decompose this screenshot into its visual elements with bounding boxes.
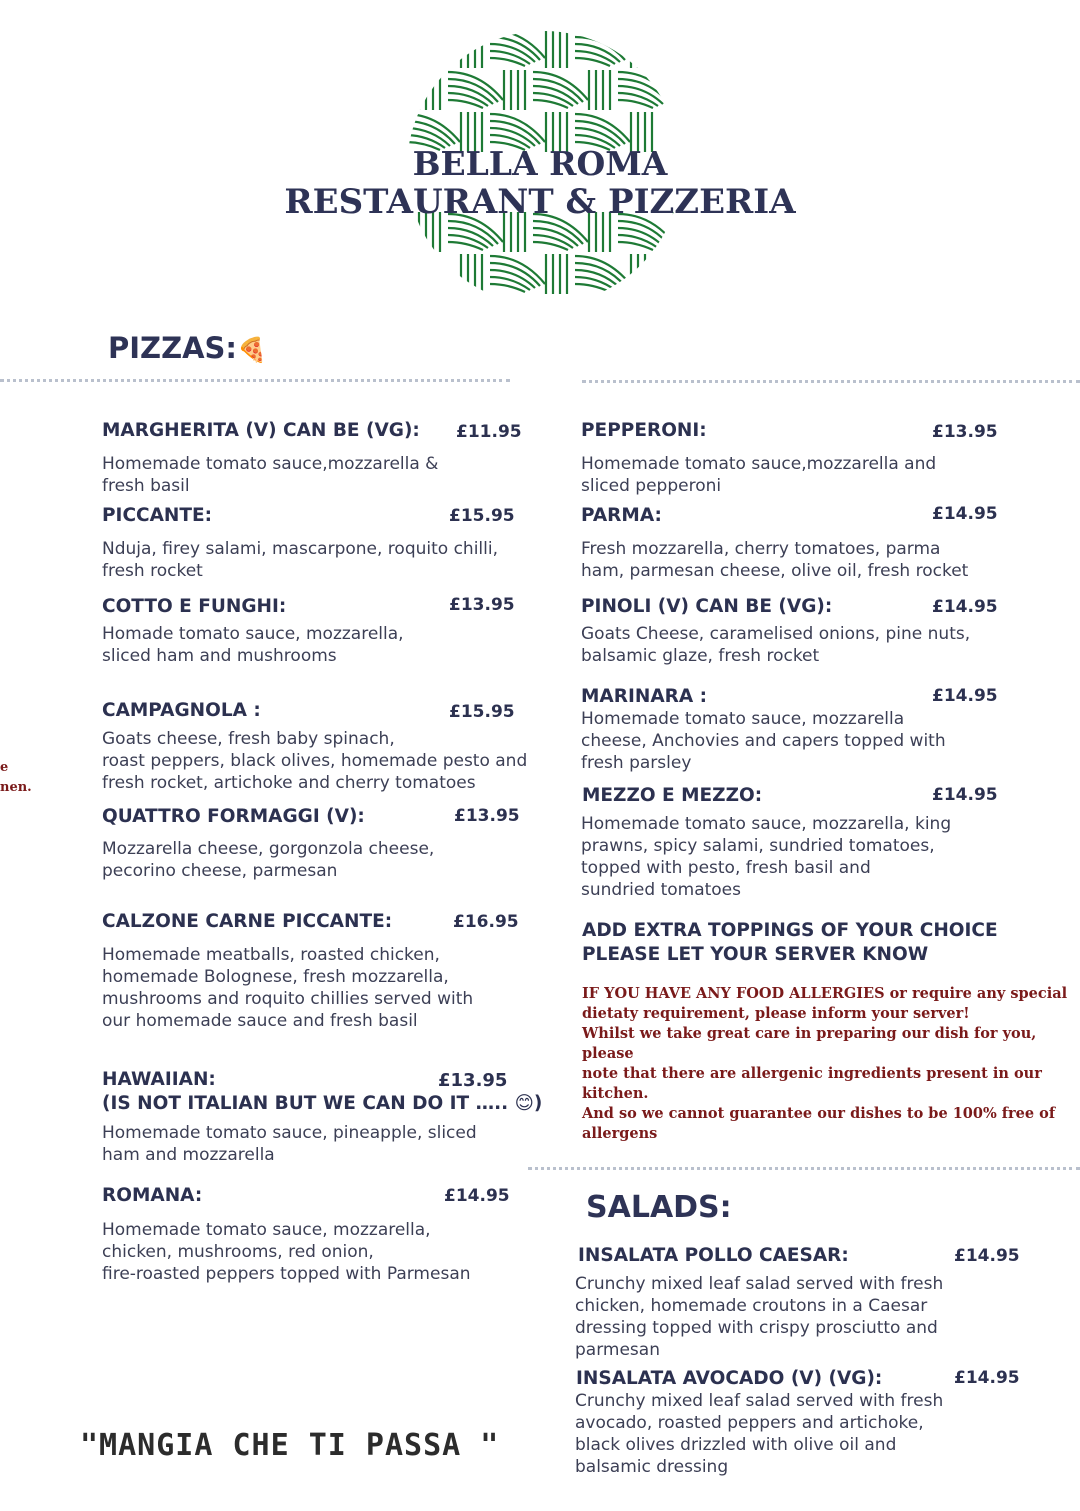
desc-line: fire-roasted peppers topped with Parmesan bbox=[102, 1264, 471, 1284]
desc-line: pecorino cheese, parmesan bbox=[102, 861, 338, 881]
allergy-notice bbox=[582, 984, 1072, 1144]
desc-line: ham and mozzarella bbox=[102, 1145, 275, 1165]
desc-line: chicken, mushrooms, red onion, bbox=[102, 1242, 374, 1262]
pizza-desc bbox=[581, 538, 968, 582]
allergy-line: allergens bbox=[582, 1125, 658, 1142]
pizza-desc bbox=[102, 1219, 471, 1285]
desc-line: Crunchy mixed leaf salad served with fresh bbox=[575, 1391, 944, 1411]
desc-line: Goats cheese, fresh baby spinach, bbox=[102, 729, 395, 749]
divider-salads bbox=[528, 1167, 1080, 1170]
divider-right bbox=[582, 380, 1080, 383]
edge-fragment: nen. bbox=[0, 780, 32, 795]
pizza-name: PEPPERONI: bbox=[581, 420, 707, 441]
desc-line: chicken, homemade croutons in a Caesar bbox=[575, 1296, 928, 1316]
desc-line: Mozzarella cheese, gorgonzola cheese, bbox=[102, 839, 435, 859]
pizzas-heading-text: PIZZAS: bbox=[108, 331, 238, 365]
salads-heading: SALADS: bbox=[586, 1190, 732, 1225]
desc-line: balsamic dressing bbox=[575, 1457, 729, 1477]
pizza-subtitle: (IS NOT ITALIAN BUT WE CAN DO IT ….. 😊) bbox=[102, 1093, 543, 1114]
desc-line: avocado, roasted peppers and artichoke, bbox=[575, 1413, 924, 1433]
edge-fragment: e bbox=[0, 760, 9, 775]
pizza-name: PICCANTE: bbox=[102, 505, 213, 526]
desc-line: fresh rocket bbox=[102, 561, 203, 581]
salad-name: INSALATA AVOCADO (V) (VG): bbox=[576, 1368, 883, 1389]
pizza-icon: 🍕 bbox=[237, 336, 267, 364]
salad-price: £14.95 bbox=[954, 1246, 1020, 1266]
pizza-name: HAWAIIAN: bbox=[102, 1069, 216, 1090]
desc-line: Homade tomato sauce, mozzarella, bbox=[102, 624, 404, 644]
desc-line: Homemade meatballs, roasted chicken, bbox=[102, 945, 440, 965]
desc-line: Homemade tomato sauce, mozzarella bbox=[581, 709, 905, 729]
pizza-price: £15.95 bbox=[449, 702, 515, 722]
pizza-desc bbox=[102, 838, 434, 882]
pizzas-heading bbox=[108, 331, 267, 365]
salad-name: INSALATA POLLO CAESAR: bbox=[578, 1245, 849, 1266]
pizza-desc bbox=[102, 728, 527, 794]
salad-desc bbox=[575, 1273, 943, 1361]
pizza-name: COTTO E FUNGHI: bbox=[102, 596, 287, 617]
pizza-desc bbox=[102, 453, 438, 497]
pizza-price: £15.95 bbox=[449, 506, 515, 526]
pizza-desc bbox=[102, 1122, 477, 1166]
pizza-desc bbox=[581, 623, 970, 667]
pizza-desc bbox=[581, 453, 936, 497]
allergy-line: Whilst we take great care in preparing our dish for you, please bbox=[582, 1025, 1037, 1062]
pizza-price: £13.95 bbox=[438, 1070, 508, 1091]
salad-desc bbox=[575, 1390, 943, 1478]
desc-line: parmesan bbox=[575, 1340, 660, 1360]
allergy-line: dietaty requirement, please inform your server! bbox=[582, 1005, 970, 1022]
pizza-desc bbox=[102, 538, 498, 582]
desc-line: Homemade tomato sauce, pineapple, sliced bbox=[102, 1123, 477, 1143]
pizza-price: £13.95 bbox=[449, 595, 515, 615]
desc-line: Homemade tomato sauce, mozzarella, king bbox=[581, 814, 952, 834]
pizza-price: £13.95 bbox=[454, 806, 520, 826]
pizza-name: PINOLI (V) CAN BE (VG): bbox=[581, 596, 833, 617]
desc-line: Crunchy mixed leaf salad served with fresh bbox=[575, 1274, 944, 1294]
desc-line: Homemade tomato sauce,mozzarella and bbox=[581, 454, 937, 474]
pizza-price: £14.95 bbox=[932, 785, 998, 805]
desc-line: fresh rocket, artichoke and cherry tomatoes bbox=[102, 773, 476, 793]
pizza-desc bbox=[581, 708, 946, 774]
pizza-desc bbox=[102, 623, 404, 667]
pizza-price: £14.95 bbox=[932, 686, 998, 706]
divider-left bbox=[0, 379, 510, 382]
desc-line: dressing topped with crispy prosciutto and bbox=[575, 1318, 938, 1338]
pizza-price: £14.95 bbox=[444, 1186, 510, 1206]
pizza-price: £14.95 bbox=[932, 597, 998, 617]
desc-line: sundried tomatoes bbox=[581, 880, 741, 900]
allergy-line: note that there are allergenic ingredients present in our kitchen. bbox=[582, 1065, 1042, 1102]
desc-line: cheese, Anchovies and capers topped with bbox=[581, 731, 946, 751]
pizza-price: £13.95 bbox=[932, 422, 998, 442]
desc-line: sliced ham and mushrooms bbox=[102, 646, 337, 666]
desc-line: ham, parmesan cheese, olive oil, fresh rocket bbox=[581, 561, 969, 581]
desc-line: balsamic glaze, fresh rocket bbox=[581, 646, 820, 666]
pizza-name: MEZZO E MEZZO: bbox=[582, 785, 763, 806]
desc-line: black olives drizzled with olive oil and bbox=[575, 1435, 897, 1455]
desc-line: Goats Cheese, caramelised onions, pine nuts, bbox=[581, 624, 971, 644]
pizza-name: MARINARA : bbox=[581, 686, 708, 707]
pizza-desc bbox=[102, 944, 473, 1032]
desc-line: homemade Bolognese, fresh mozzarella, bbox=[102, 967, 449, 987]
desc-line: mushrooms and roquito chillies served with bbox=[102, 989, 474, 1009]
desc-line: prawns, spicy salami, sundried tomatoes, bbox=[581, 836, 935, 856]
pizza-name: CALZONE CARNE PICCANTE: bbox=[102, 911, 393, 932]
extra-toppings-note bbox=[582, 919, 998, 967]
desc-line: our homemade sauce and fresh basil bbox=[102, 1011, 418, 1031]
desc-line: Homemade tomato sauce, mozzarella, bbox=[102, 1220, 431, 1240]
brand-subtitle: RESTAURANT & PIZZERIA bbox=[284, 182, 796, 222]
desc-line: Nduja, firey salami, mascarpone, roquito chilli, bbox=[102, 539, 498, 559]
pizza-price: £14.95 bbox=[932, 504, 998, 524]
allergy-line: IF YOU HAVE ANY FOOD ALLERGIES or require any special bbox=[582, 985, 1068, 1002]
pizza-name: QUATTRO FORMAGGI (V): bbox=[102, 806, 365, 827]
pizza-name: MARGHERITA (V) CAN BE (VG): bbox=[102, 420, 420, 441]
pizza-name: ROMANA: bbox=[102, 1185, 203, 1206]
pizza-name: PARMA: bbox=[581, 505, 662, 526]
desc-line: fresh basil bbox=[102, 476, 190, 496]
motto: "MANGIA CHE TI PASSA " bbox=[80, 1428, 500, 1463]
brand-name: BELLA ROMA bbox=[412, 144, 668, 183]
desc-line: fresh parsley bbox=[581, 753, 692, 773]
desc-line: topped with pesto, fresh basil and bbox=[581, 858, 871, 878]
desc-line: roast peppers, black olives, homemade pesto and bbox=[102, 751, 528, 771]
desc-line: sliced pepperoni bbox=[581, 476, 722, 496]
allergy-line: And so we cannot guarantee our dishes to be 100% free of bbox=[582, 1105, 1056, 1122]
salad-price: £14.95 bbox=[954, 1368, 1020, 1388]
desc-line: Homemade tomato sauce,mozzarella & bbox=[102, 454, 439, 474]
extra-line: PLEASE LET YOUR SERVER KNOW bbox=[582, 944, 929, 965]
pizza-price: £11.95 bbox=[456, 422, 522, 442]
pizza-name: CAMPAGNOLA : bbox=[102, 700, 261, 721]
pizza-desc bbox=[581, 813, 951, 901]
desc-line: Fresh mozzarella, cherry tomatoes, parma bbox=[581, 539, 941, 559]
pizza-price: £16.95 bbox=[453, 912, 519, 932]
extra-line: ADD EXTRA TOPPINGS OF YOUR CHOICE bbox=[582, 920, 998, 941]
